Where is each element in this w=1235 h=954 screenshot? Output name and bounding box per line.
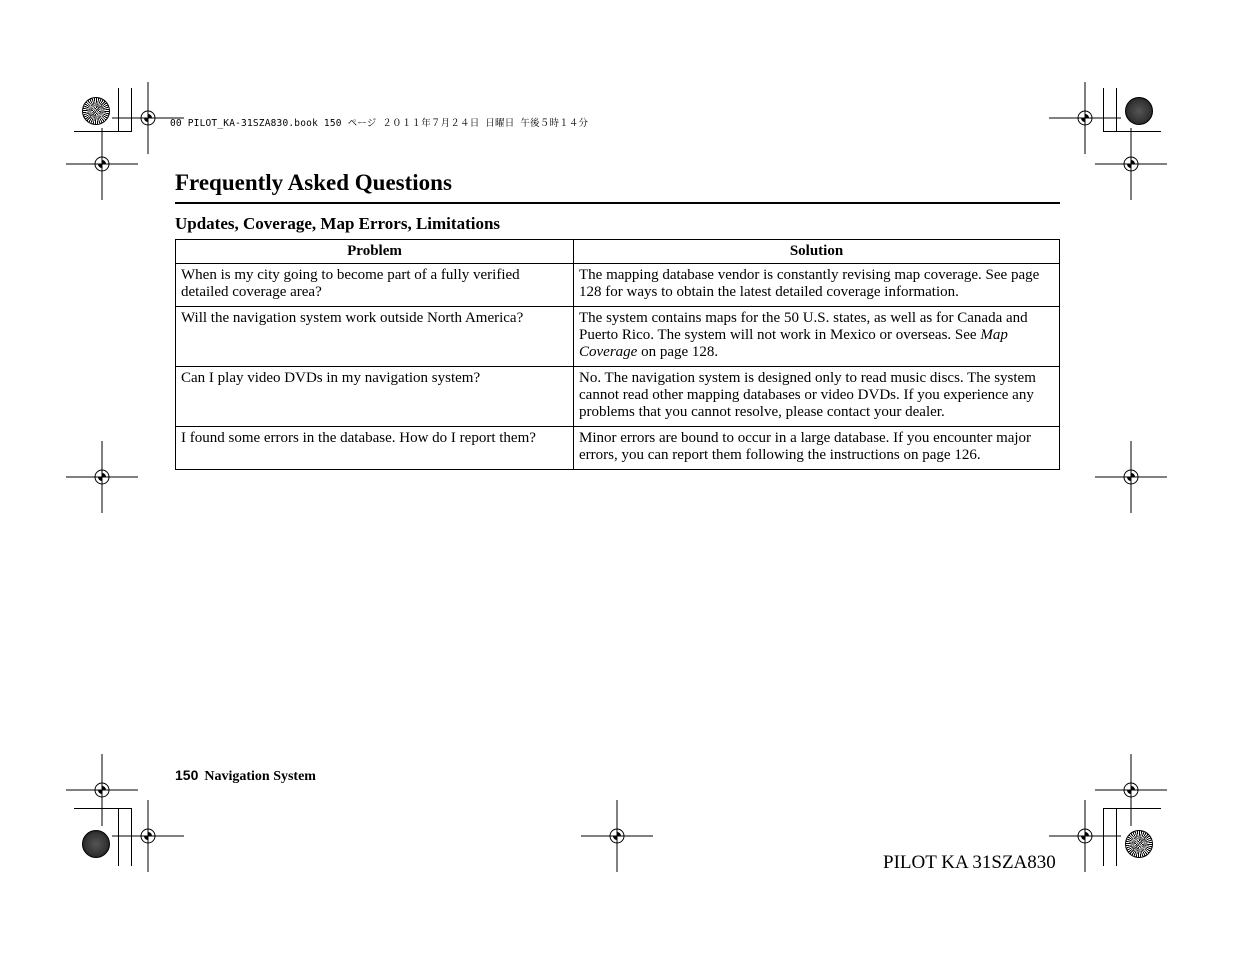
registration-mark-icon [1049, 800, 1121, 872]
page-number: 150 [175, 767, 199, 783]
problem-cell: I found some errors in the database. How do I report them? [176, 427, 574, 470]
solution-cell: Minor errors are bound to occur in a large database. If you encounter major errors, you can report them following the instructions on page 126. [574, 427, 1060, 470]
registration-mark-icon [1095, 754, 1167, 826]
starburst-target-icon [82, 830, 110, 858]
print-file-info: 00 PILOT_KA-31SZA830.book 150 ページ ２０１１年７月２４日 日曜日 午後５時１４分 [170, 118, 589, 129]
title-divider [175, 202, 1060, 204]
registration-mark-icon [66, 128, 138, 200]
starburst-target-icon [82, 97, 110, 125]
solution-text: The system contains maps for the 50 U.S. states, as well as for Canada and Puerto Rico. The system will not work in Mexico or overseas. See [579, 310, 1028, 343]
cross-reference-link[interactable]: Map Coverage [579, 327, 1008, 360]
page-title: Frequently Asked Questions [175, 170, 452, 195]
faq-table [175, 239, 1060, 470]
solution-cell [574, 307, 1060, 367]
table-row [176, 427, 1060, 470]
column-header-problem: Problem [176, 240, 574, 264]
registration-mark-icon [1049, 82, 1121, 154]
starburst-target-icon [1125, 830, 1153, 858]
registration-mark-icon [112, 800, 184, 872]
page-footer [175, 767, 316, 785]
solution-text: on page 128. [637, 344, 719, 360]
registration-mark-icon [581, 800, 653, 872]
problem-cell: When is my city going to become part of a fully verified detailed coverage area? [176, 264, 574, 307]
registration-mark-icon [1095, 441, 1167, 513]
solution-cell: The mapping database vendor is constantly revising map coverage. See page 128 for ways to obtain the latest detailed coverage information. [574, 264, 1060, 307]
table-row [176, 307, 1060, 367]
registration-mark-icon [1095, 128, 1167, 200]
solution-cell: No. The navigation system is designed only to read music discs. The system cannot read other mapping databases or video DVDs. If you experience any problems that you cannot resolve, please contact your dealer. [574, 367, 1060, 427]
column-header-solution: Solution [574, 240, 1060, 264]
registration-mark-icon [66, 754, 138, 826]
problem-cell: Will the navigation system work outside North America? [176, 307, 574, 367]
model-code: PILOT KA 31SZA830 [883, 852, 1056, 873]
footer-section-name: Navigation System [204, 769, 316, 784]
table-header-row [176, 240, 1060, 264]
table-row [176, 367, 1060, 427]
registration-mark-icon [66, 441, 138, 513]
starburst-target-icon [1125, 97, 1153, 125]
section-title: Updates, Coverage, Map Errors, Limitations [175, 214, 501, 233]
table-row [176, 264, 1060, 307]
problem-cell: Can I play video DVDs in my navigation system? [176, 367, 574, 427]
